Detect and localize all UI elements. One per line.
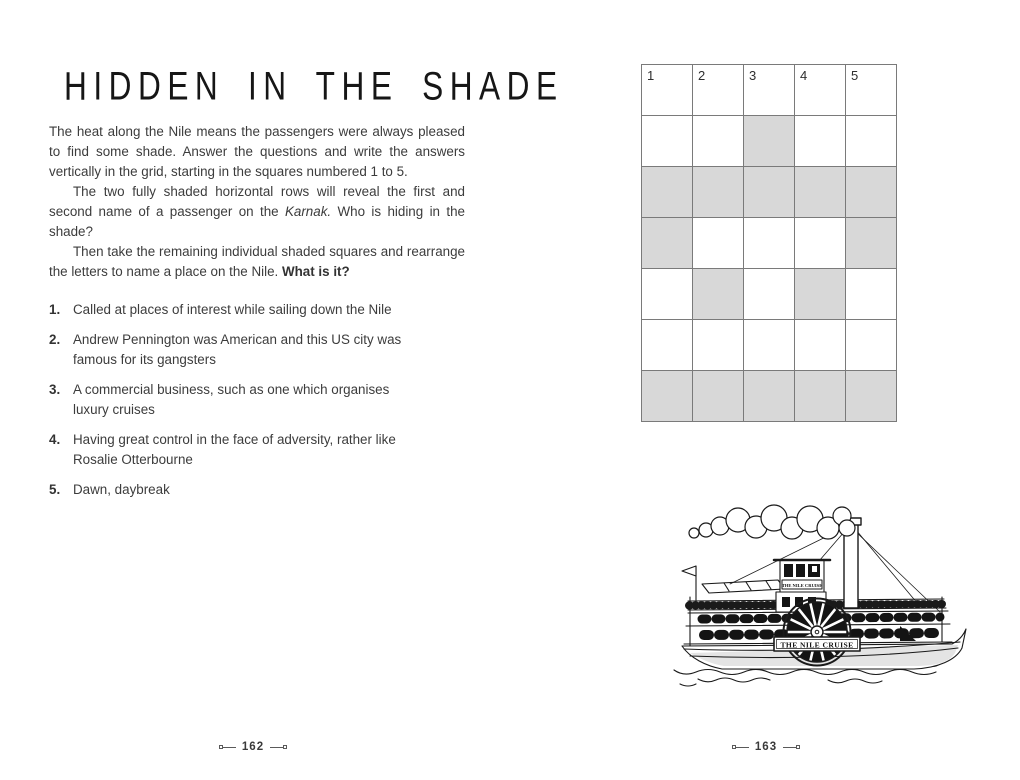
right-page-number: 163 xyxy=(754,741,778,753)
clue-number: 1. xyxy=(49,302,61,317)
grid-cell xyxy=(693,65,743,115)
right-page-footer xyxy=(686,741,846,753)
clue-text: Called at places of interest while sailing down the Nile xyxy=(73,302,392,317)
grid-cell xyxy=(642,320,692,370)
paragraph-text: The two fully shaded horizontal rows will reveal the first and second name of a passenger on the xyxy=(49,184,465,219)
wheelhouse-sign-label: THE NILE CRUISE xyxy=(781,582,823,588)
grid-cell-shaded xyxy=(642,371,692,421)
intro-paragraph-1: The heat along the Nile means the passengers were always pleased to find some shade. Answer the questions and write the answers vertically in the grid, starting in the squares numbered 1 to 5. xyxy=(49,124,465,179)
grid-cell-number: 4 xyxy=(800,68,808,83)
footer-flourish-left xyxy=(219,745,236,749)
karnak-italic-text: Karnak. xyxy=(284,204,332,219)
footer-flourish-right xyxy=(270,745,287,749)
grid-cell xyxy=(744,218,794,268)
clue-number: 5. xyxy=(49,482,61,497)
grid-cell-shaded xyxy=(795,167,845,217)
grid-cell-shaded xyxy=(795,371,845,421)
grid-cell-shaded xyxy=(744,371,794,421)
clue-text: A commercial business, such as one which organises luxury cruises xyxy=(73,382,390,417)
steamboat-illustration xyxy=(668,498,968,688)
grid-cell-number: 5 xyxy=(851,68,859,83)
clue-item xyxy=(49,480,465,500)
grid-cell-shaded xyxy=(693,269,743,319)
clues-list xyxy=(49,300,465,510)
grid-cell-shaded xyxy=(693,167,743,217)
deck-awning xyxy=(702,580,785,593)
grid-cell-shaded xyxy=(744,167,794,217)
grid-cell xyxy=(795,116,845,166)
grid-cell xyxy=(693,218,743,268)
clue-item xyxy=(49,330,465,370)
bow-flag xyxy=(682,566,696,602)
clue-text: Andrew Pennington was American and this US city was famous for its gangsters xyxy=(73,332,402,367)
grid-cell xyxy=(846,320,896,370)
grid-cell xyxy=(744,269,794,319)
grid-cell xyxy=(846,269,896,319)
left-page-footer xyxy=(173,741,333,753)
grid-cell-shaded xyxy=(642,167,692,217)
clue-number: 2. xyxy=(49,332,61,347)
grid-cell xyxy=(744,65,794,115)
clue-item xyxy=(49,380,465,420)
footer-flourish-right xyxy=(783,745,800,749)
grid-cell xyxy=(846,65,896,115)
left-page-number: 162 xyxy=(241,741,265,753)
grid-cell-shaded xyxy=(693,371,743,421)
grid-cell xyxy=(642,116,692,166)
grid-cell xyxy=(642,65,692,115)
grid-cell-shaded xyxy=(846,218,896,268)
clue-item xyxy=(49,430,465,470)
question-bold-text: What is it? xyxy=(281,264,350,279)
grid-cell-shaded xyxy=(846,371,896,421)
grid-cell-shaded xyxy=(744,116,794,166)
grid-cell-number: 3 xyxy=(749,68,757,83)
intro-paragraph-2 xyxy=(49,182,465,242)
clue-item xyxy=(49,300,465,320)
grid-cell xyxy=(795,320,845,370)
answer-grid xyxy=(641,64,897,422)
clue-number: 4. xyxy=(49,432,61,447)
grid-cell xyxy=(846,116,896,166)
grid-cell-number: 2 xyxy=(698,68,706,83)
grid-cell xyxy=(795,65,845,115)
grid-cell-shaded xyxy=(795,269,845,319)
grid-cell-number: 1 xyxy=(647,68,655,83)
intro-paragraph-3 xyxy=(49,242,465,282)
grid-cell xyxy=(642,269,692,319)
footer-flourish-left xyxy=(732,745,749,749)
intro-text xyxy=(49,122,465,282)
grid-cell-shaded xyxy=(846,167,896,217)
page-title: HIDDEN IN THE SHADE xyxy=(64,64,564,109)
smoke-puffs xyxy=(689,505,855,539)
grid-cell xyxy=(795,218,845,268)
wheel-banner-label: THE NILE CRUISE xyxy=(780,640,854,650)
grid-cell xyxy=(693,116,743,166)
grid-cell-shaded xyxy=(642,218,692,268)
paragraph-text: Who is hiding in the shade? xyxy=(49,204,465,239)
grid-cell xyxy=(744,320,794,370)
paragraph-text: Then take the remaining individual shaded squares and rearrange the letters to name a place on the Nile. xyxy=(49,244,465,279)
grid-cell xyxy=(693,320,743,370)
clue-text: Dawn, daybreak xyxy=(73,482,170,497)
clue-text: Having great control in the face of adversity, rather like Rosalie Otterbourne xyxy=(73,432,396,467)
clue-number: 3. xyxy=(49,382,61,397)
